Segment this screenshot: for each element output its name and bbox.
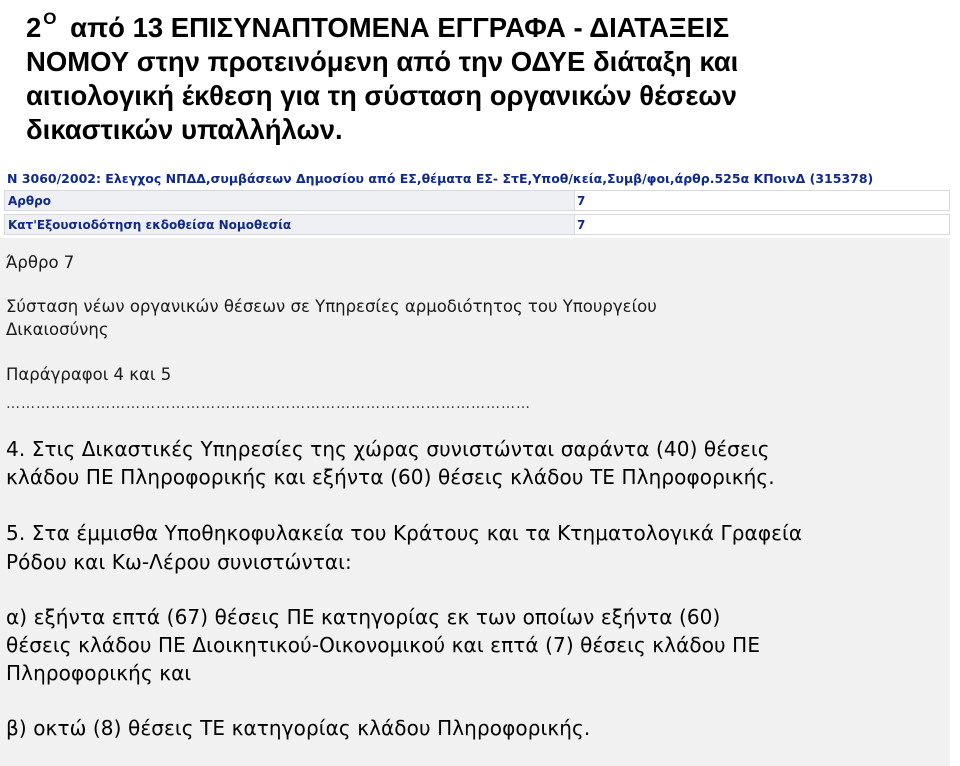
meta-row-article <box>4 190 950 211</box>
heading-line-1 <box>26 2 956 45</box>
meta-value: 7 <box>574 215 949 234</box>
document-heading <box>26 2 956 147</box>
article-subject-line-1: Σύσταση νέων οργανικών θέσεων σε Υπηρεσίες αρμοδιότητος του Υπουργείου <box>6 297 657 316</box>
heading-line-2: ΝΟΜΟΥ στην προτεινόμενη από την ΟΔΥΕ διάταξη και <box>26 46 739 77</box>
meta-table <box>4 190 950 238</box>
law-reference: Ν 3060/2002: Ελεγχος ΝΠΔΔ,συμβάσεων Δημοσίου από ΕΣ,θέματα ΕΣ- ΣτΕ,Υποθ/κεία,Συμβ/φοι,άρθρ.525α ΚΠοινΔ (315378) <box>7 171 874 186</box>
item-a-line-3: Πληροφορικής και <box>6 661 192 685</box>
heading-line-3: αιτιολογική έκθεση για τη σύσταση οργανικών θέσεων <box>26 80 737 111</box>
meta-value: 7 <box>574 191 949 210</box>
article-title: Άρθρο 7 <box>6 253 75 272</box>
paragraph-5-line-2: Ρόδου και Κω-Λέρου συνιστώνται: <box>6 550 352 574</box>
meta-label: Κατ'Εξουσιοδότηση εκδοθείσα Νομοθεσία <box>8 217 292 232</box>
heading-superscript: Ο <box>43 9 57 28</box>
paragraph-4-line-2: κλάδου ΠΕ Πληροφορικής και εξήντα (60) θέσεις κλάδου ΤΕ Πληροφορικής. <box>6 465 775 489</box>
heading-line-4: δικαστικών υπαλλήλων. <box>26 114 343 145</box>
meta-row-delegated-legislation <box>4 214 950 235</box>
ellipsis-separator: …………………………………………………………………………………………… <box>6 396 531 412</box>
article-subject-line-2: Δικαιοσύνης <box>6 320 109 339</box>
paragraphs-label: Παράγραφοι 4 και 5 <box>6 365 172 384</box>
item-b-line-1: β) οκτώ (8) θέσεις ΤΕ κατηγορίας κλάδου Πληροφορικής. <box>6 716 591 740</box>
heading-number: 2 <box>26 12 42 43</box>
paragraph-4-line-1: 4. Στις Δικαστικές Υπηρεσίες της χώρας συνιστώνται σαράντα (40) θέσεις <box>6 437 770 461</box>
heading-line-1-text: από 13 ΕΠΙΣΥΝΑΠΤΟΜΕΝΑ ΕΓΓΡΑΦΑ - ΔΙΑΤΑΞΕΙΣ <box>70 12 730 43</box>
item-a-line-2: θέσεις κλάδου ΠΕ Διοικητικού-Οικονομικού και επτά (7) θέσεις κλάδου ΠΕ <box>6 633 761 657</box>
meta-label: Αρθρο <box>8 193 51 208</box>
paragraph-5-line-1: 5. Στα έμμισθα Υποθηκοφυλακεία του Κράτους και τα Κτηματολογικά Γραφεία <box>6 521 803 545</box>
article-body <box>0 238 950 766</box>
item-a-line-1: α) εξήντα επτά (67) θέσεις ΠΕ κατηγορίας εκ των οποίων εξήντα (60) <box>6 605 721 629</box>
